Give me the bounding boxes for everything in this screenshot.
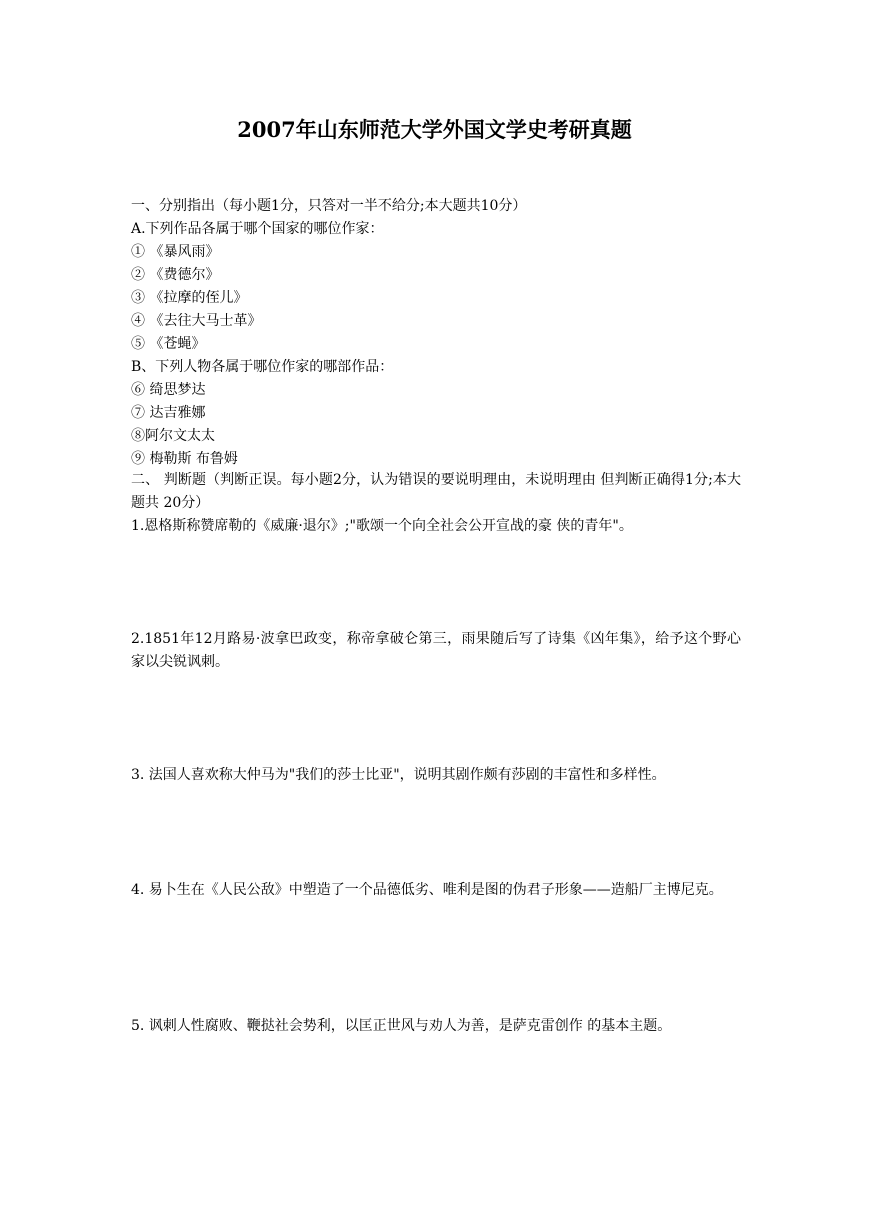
question-2: 2.1851年12月路易·波拿巴政变，称帝拿破仑第三，雨果随后写了诗集《凶年集》，给予这个野心家以尖锐讽刺。 (131, 631, 741, 670)
partA-item: ① 《暴风雨》 (131, 244, 220, 260)
question-3: 3. 法国人喜欢称大仲马为"我们的莎士比亚"，说明其剧作颇有莎剧的丰富性和多样性。 (131, 767, 666, 783)
document-title: 2007年山东师范大学外国文学史考研真题 (237, 117, 632, 142)
partA-item: ④ 《去往大马士革》 (131, 313, 262, 329)
partB-item: ⑨ 梅勒斯 布鲁姆 (131, 451, 238, 467)
question-1: 1.恩格斯称赞席勒的《威廉·退尔》;"歌颂一个向全社会公开宣战的豪 侠的青年"。 (131, 518, 633, 534)
partB-prompt: B、下列人物各属于哪位作家的哪部作品： (131, 359, 394, 375)
partB-item: ⑥ 绮思梦达 (131, 382, 206, 398)
partA-item: ⑤ 《苍蝇》 (131, 336, 206, 352)
partA-prompt: A.下列作品各属于哪个国家的哪位作家： (131, 221, 384, 237)
partA-item: ② 《费德尔》 (131, 267, 220, 283)
question-4: 4. 易卜生在《人民公敌》中塑造了一个品德低劣、唯利是图的伪君子形象——造船厂主博尼克。 (131, 882, 723, 898)
section2-heading: 二、 判断题（判断正误。每小题2分，认为错误的要说明理由，未说明理由 但判断正确得1分;本大题共 20分） (131, 472, 741, 511)
partA-item: ③ 《拉摩的侄儿》 (131, 290, 248, 306)
partB-item: ⑦ 达吉雅娜 (131, 405, 206, 421)
question-5: 5. 讽刺人性腐败、鞭挞社会势利，以匡正世风与劝人为善，是萨克雷创作 的基本主题。 (131, 1018, 672, 1034)
section1-heading: 一、分别指出（每小题1分，只答对一半不给分;本大题共10分） (131, 198, 527, 214)
partB-item: ⑧阿尔文太太 (131, 428, 215, 444)
